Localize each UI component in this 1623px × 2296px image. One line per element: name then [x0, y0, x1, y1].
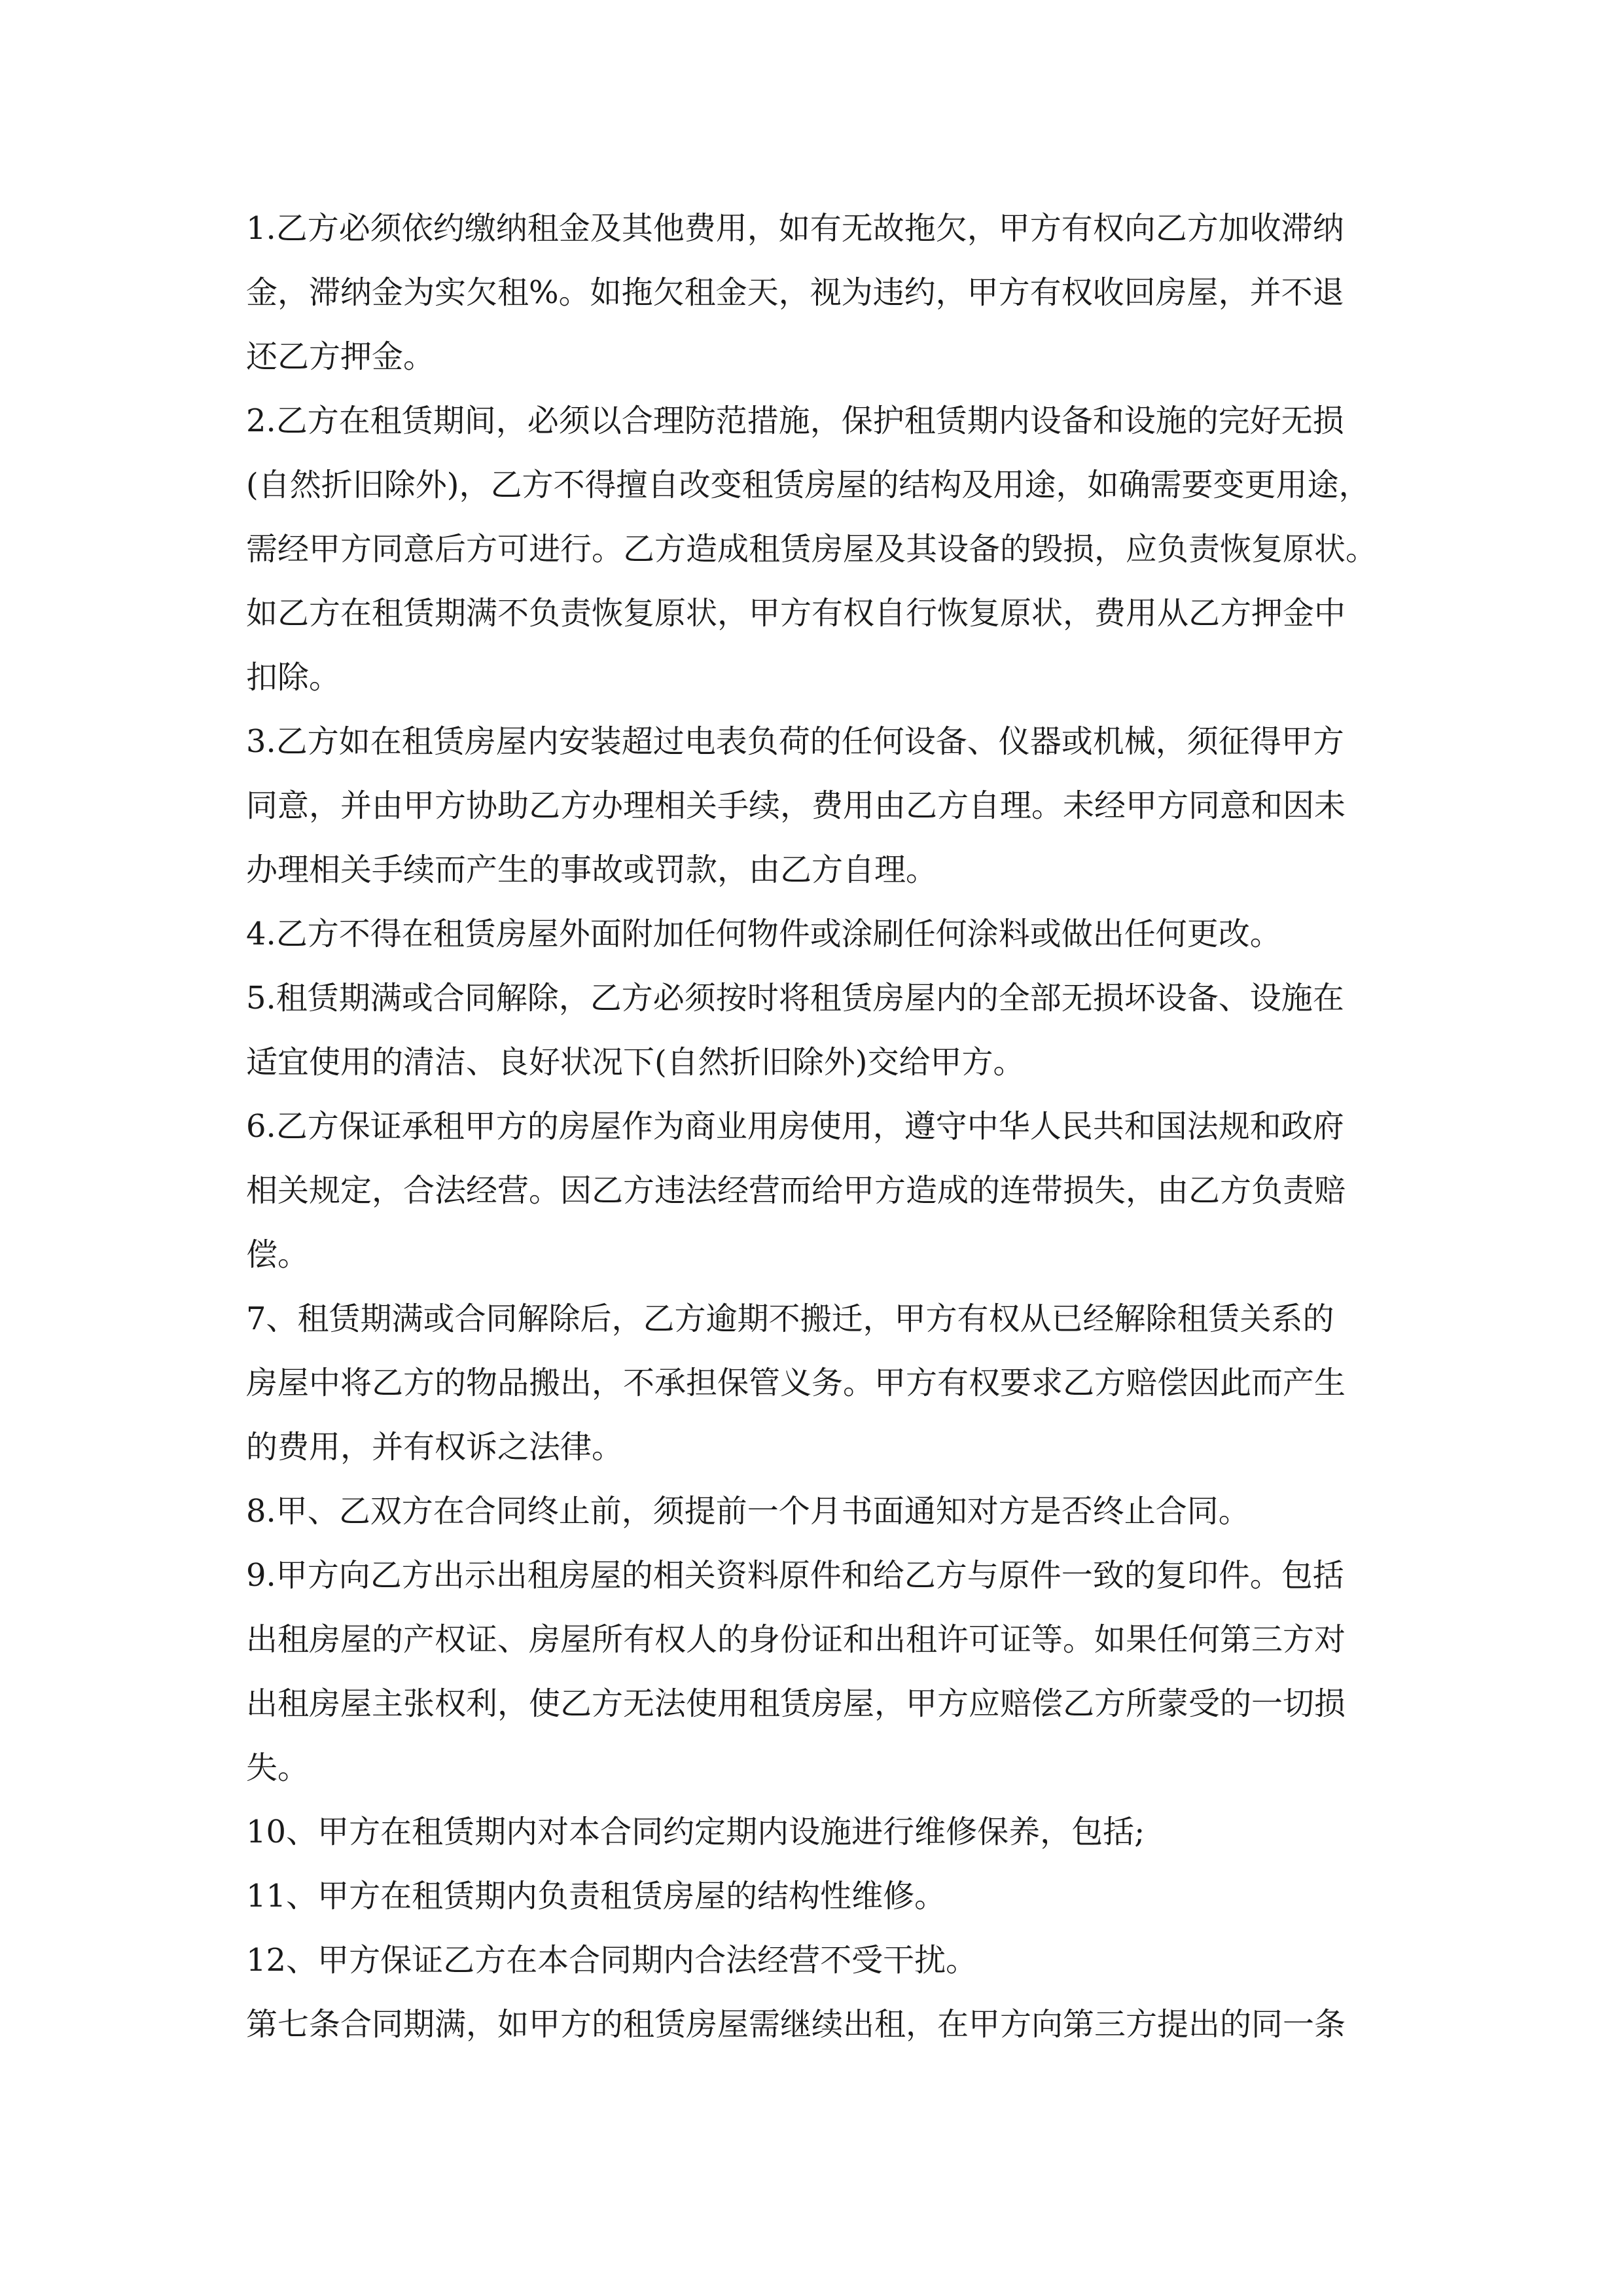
- text-line: 1.乙方必须依约缴纳租金及其他费用，如有无故拖欠，甲方有权向乙方加收滞纳: [246, 210, 1344, 247]
- text-line: 5.租赁期满或合同解除，乙方必须按时将租赁房屋内的全部无损坏设备、设施在: [246, 980, 1344, 1016]
- text-line: 第七条合同期满，如甲方的租赁房屋需继续出租，在甲方向第三方提出的同一条: [246, 2006, 1346, 2043]
- text-line: 如乙方在租赁期满不负责恢复原状，甲方有权自行恢复原状，费用从乙方押金中: [246, 595, 1346, 632]
- text-line: 2.乙方在租赁期间，必须以合理防范措施，保护租赁期内设备和设施的完好无损: [246, 403, 1344, 439]
- text-line: 7、租赁期满或合同解除后，乙方逾期不搬迁，甲方有权从已经解除租赁关系的: [246, 1300, 1334, 1337]
- text-line: 4.乙方不得在租赁房屋外面附加任何物件或涂刷任何涂料或做出任何更改。: [246, 916, 1281, 952]
- text-line: 3.乙方如在租赁房屋内安装超过电表负荷的任何设备、仪器或机械，须征得甲方: [246, 723, 1344, 760]
- text-line: 的费用，并有权诉之法律。: [246, 1429, 624, 1465]
- text-line: 失。: [246, 1749, 310, 1786]
- document-body: [246, 196, 1385, 2056]
- text-line: 10、甲方在租赁期内对本合同约定期内设施进行维修保养，包括;: [246, 1814, 1145, 1850]
- text-line: 出租房屋主张权利，使乙方无法使用租赁房屋，甲方应赔偿乙方所蒙受的一切损: [246, 1685, 1346, 1722]
- text-line: 出租房屋的产权证、房屋所有权人的身份证和出租许可证等。如果任何第三方对: [246, 1621, 1346, 1658]
- text-line: 还乙方押金。: [246, 338, 435, 375]
- text-line: 金，滞纳金为实欠租%。如拖欠租金天，视为违约，甲方有权收回房屋，并不退: [246, 274, 1344, 311]
- text-line: 需经甲方同意后方可进行。乙方造成租赁房屋及其设备的毁损，应负责恢复原状。: [246, 531, 1378, 567]
- text-line: 12、甲方保证乙方在本合同期内合法经营不受干扰。: [246, 1942, 978, 1979]
- text-line: 同意，并由甲方协助乙方办理相关手续，费用由乙方自理。未经甲方同意和因未: [246, 787, 1346, 824]
- text-line: 房屋中将乙方的物品搬出，不承担保管义务。甲方有权要求乙方赔偿因此而产生: [246, 1365, 1346, 1401]
- text-line: 9.甲方向乙方出示出租房屋的相关资料原件和给乙方与原件一致的复印件。包括: [246, 1557, 1344, 1594]
- text-line: (自然折旧除外)，乙方不得擅自改变租赁房屋的结构及用途，如确需要变更用途，: [246, 467, 1370, 503]
- text-line: 11、甲方在租赁期内负责租赁房屋的结构性维修。: [246, 1878, 946, 1914]
- text-line: 偿。: [246, 1236, 310, 1273]
- text-line: 办理相关手续而产生的事故或罚款，由乙方自理。: [246, 852, 938, 888]
- text-line: 适宜使用的清洁、良好状况下(自然折旧除外)交给甲方。: [246, 1044, 1025, 1081]
- text-line: 相关规定，合法经营。因乙方违法经营而给甲方造成的连带损失，由乙方负责赔: [246, 1172, 1346, 1209]
- text-line: 8.甲、乙双方在合同终止前，须提前一个月书面通知对方是否终止合同。: [246, 1493, 1250, 1530]
- text-line: 6.乙方保证承租甲方的房屋作为商业用房使用，遵守中华人民共和国法规和政府: [246, 1108, 1344, 1145]
- text-line: 扣除。: [246, 659, 341, 696]
